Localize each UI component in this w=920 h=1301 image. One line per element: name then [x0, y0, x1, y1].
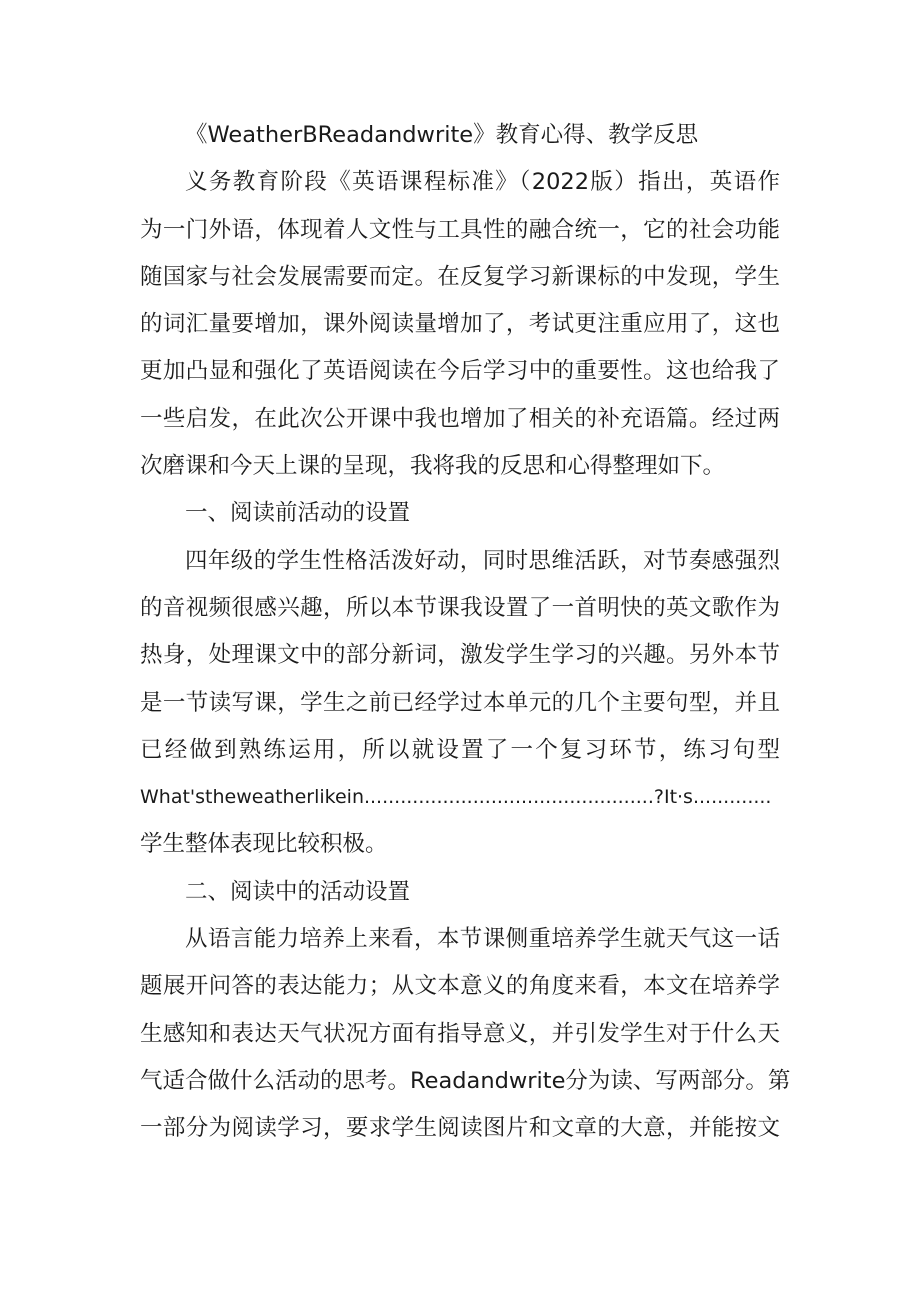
text-line: 气适合做什么活动的思考。Readandwrite分为读、写两部分。第 — [140, 1067, 791, 1094]
text-line: 是一节读写课，学生之前已经学过本单元的几个主要句型，并且 — [140, 689, 780, 716]
text-line: 一些启发，在此次公开课中我也增加了相关的补充语篇。经过两 — [140, 405, 780, 432]
paragraph-intro — [140, 159, 780, 490]
text-line: 学生整体表现比较积极。 — [140, 831, 388, 858]
text-line: 次磨课和今天上课的呈现，我将我的反思和心得整理如下。 — [140, 453, 726, 480]
text-line: 一部分为阅读学习，要求学生阅读图片和文章的大意，并能按文 — [140, 1115, 780, 1142]
text-line: What'stheweatherlikein................................................?It·s............. — [140, 786, 772, 809]
text-line: 从语言能力培养上来看，本节课侧重培养学生就天气这一话 — [185, 926, 780, 953]
document-title: 《WeatherBReadandwrite》教育心得、教学反思 — [185, 122, 699, 148]
text-line: 义务教育阶段《英语课程标准》（2022版）指出，英语作 — [185, 169, 780, 196]
section-heading-while-reading: 二、阅读中的活动设置 — [185, 878, 411, 905]
text-line: 生感知和表达天气状况方面有指导意义，并引发学生对于什么天 — [140, 1020, 780, 1047]
text-line: 的词汇量要增加，课外阅读量增加了，考试更注重应用了，这也 — [140, 311, 780, 338]
text-line: 题展开问答的表达能力；从文本意义的角度来看，本文在培养学 — [140, 973, 780, 1000]
text-line: 更加凸显和强化了英语阅读在今后学习中的重要性。这也给我了 — [140, 358, 780, 385]
text-line: 热身，处理课文中的部分新词，激发学生学习的兴趣。另外本节 — [140, 642, 780, 669]
text-line: 四年级的学生性格活泼好动，同时思维活跃，对节奏感强烈 — [185, 547, 780, 574]
section-heading-pre-reading: 一、阅读前活动的设置 — [185, 500, 411, 527]
paragraph-pre-reading — [140, 538, 780, 869]
text-line: 已经做到熟练运用，所以就设置了一个复习环节，练习句型 — [140, 736, 780, 763]
text-line: 随国家与社会发展需要而定。在反复学习新课标的中发现，学生 — [140, 263, 780, 290]
text-line: 的音视频很感兴趣，所以本节课我设置了一首明快的英文歌作为 — [140, 594, 780, 621]
paragraph-while-reading — [140, 916, 791, 1152]
text-line: 为一门外语，体现着人文性与工具性的融合统一，它的社会功能 — [140, 216, 780, 243]
document-page — [140, 112, 791, 1153]
